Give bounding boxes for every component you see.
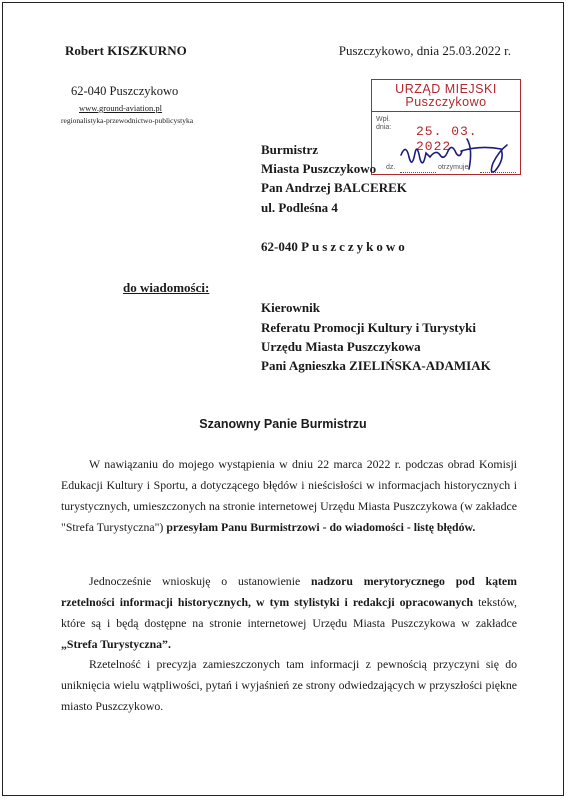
stamp-dnia-label: dnia:: [376, 124, 392, 131]
recipient-name: Pan Andrzej BALCEREK: [261, 180, 407, 195]
stamp-otrzymuje-label: otrzymuje: [438, 164, 469, 171]
sender-city: 62-040 Puszczykowo: [71, 84, 179, 98]
p1-bold: przesyłam Panu Burmistrzowi - do wiadomości - listę błędów.: [166, 520, 476, 534]
p1-text: W nawiązaniu do mojego wystąpienia w dniu 22 marca 2022 r. podczas obrad Komisji Edukacji Kultury i Sportu, a dotyczącego błędów i nieścisłości w informacjach historycznych i turystycznych, umieszczonych na stronie internetowej Urzędu Miasta Puszczykowa (w zakładce "Strefa Turystyczna"): [61, 457, 517, 534]
recipient-postal: [261, 238, 408, 256]
recipient-office: Miasta Puszczykowo: [261, 161, 377, 176]
p3-text: Rzetelność i precyzja zamieszczonych tam informacji z pewnością przyczyni się do uniknięcia wielu wątpliwości, pytań i wyjaśnień ze strony odwiedzających w przyszłości piękne miasto Puszczykowo.: [61, 657, 517, 713]
p2-bold-2: „Strefa Turystyczna”.: [61, 637, 171, 651]
cc-name: Pani Agnieszka ZIELIŃSKA-ADAMIAK: [261, 358, 491, 373]
cc-title: Kierownik: [261, 300, 320, 315]
stamp-wpl-label: Wpł.: [376, 116, 390, 123]
body-paragraph-1: [61, 454, 517, 538]
sender-website-link[interactable]: www.ground-aviation.pl: [79, 103, 163, 113]
cc-label: do wiadomości:: [123, 280, 210, 295]
sender-description: regionalistyka-przewodnictwo-publicystyka: [61, 116, 194, 125]
salutation: Szanowny Panie Burmistrzu: [199, 417, 367, 431]
stamp-title: URZĄD MIEJSKI: [395, 82, 497, 96]
stamp-subtitle: Puszczykowo: [405, 95, 487, 109]
recipient-city: Puszczykowo: [301, 239, 408, 254]
handwritten-signature: [371, 125, 521, 185]
letter-page: [2, 2, 564, 796]
cc-office: Urzędu Miasta Puszczykowa: [261, 339, 421, 354]
cc-department: Referatu Promocji Kultury i Turystyki: [261, 320, 476, 335]
stamp-divider: [372, 111, 520, 112]
sender-name: Robert KISZKURNO: [65, 43, 187, 58]
p2-text-1: Jednocześnie wnioskuję o ustanowienie: [89, 574, 311, 588]
recipient-street: ul. Podleśna 4: [261, 200, 338, 215]
recipient-title: Burmistrz: [261, 142, 319, 157]
date-line: Puszczykowo, dnia 25.03.2022 r.: [338, 43, 511, 58]
body-paragraph-3: [61, 654, 517, 717]
stamp-date: 25. 03. 2022: [416, 124, 478, 154]
stamp-dz-label: dz.: [386, 164, 396, 171]
p2-bold-1: nadzoru merytorycznego pod kątem rzetelności informacji historycznych, w tym stylistyki i redakcji opracowanych: [61, 574, 517, 609]
p2-text-2: tekstów, które są i będą dostępne na stronie internetowej Urzędu Miasta Puszczykowa w zakładce: [61, 595, 517, 630]
recipient-postal-code: 62-040: [261, 239, 302, 254]
body-paragraph-2: [61, 571, 517, 655]
